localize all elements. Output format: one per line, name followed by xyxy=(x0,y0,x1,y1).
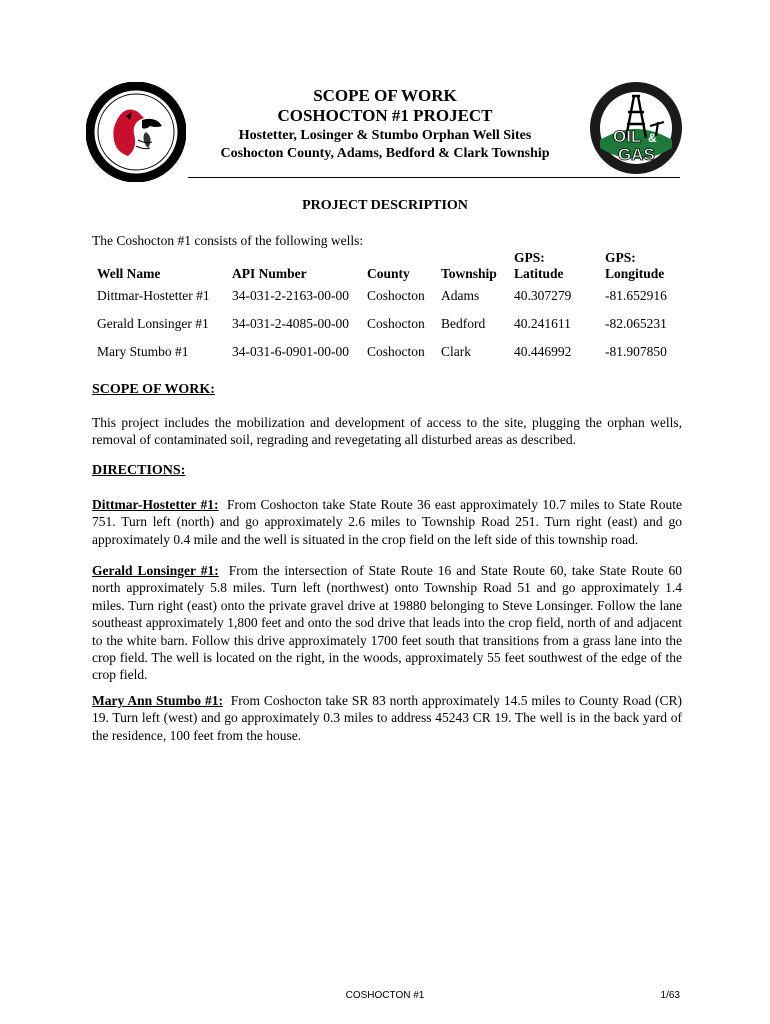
document-title: SCOPE OF WORK xyxy=(313,86,457,105)
col-county: County xyxy=(367,266,410,281)
cell-latitude: 40.446992 xyxy=(514,344,572,359)
cell-county: Coshocton xyxy=(367,344,425,359)
directions-text: From Coshocton take SR 83 north approximately 14.5 miles to County Road (CR) 19. Turn left (west) and go approximately 0.3 miles to address 45243 CR 19. The well is in the back yard of the residence, 100 feet from the house. xyxy=(92,693,682,743)
wells-intro: The Coshocton #1 consists of the following wells: xyxy=(92,233,364,248)
cell-township: Adams xyxy=(441,288,480,303)
page-number: 1/63 xyxy=(660,990,680,1001)
cell-api-number: 34-031-6-0901-00-00 xyxy=(232,344,349,359)
table-row xyxy=(92,310,695,338)
directions-heading: DIRECTIONS: xyxy=(92,463,186,478)
cell-county: Coshocton xyxy=(367,316,425,331)
col-api-number: API Number xyxy=(232,266,307,281)
cell-township: Clark xyxy=(441,344,471,359)
directions-well-label: Dittmar-Hostetter #1: xyxy=(92,497,219,512)
scope-of-work-text: This project includes the mobilization and development of access to the site, plugging the orphan wells, removal of contaminated soil, regrading and revegetating all disturbed areas as described. xyxy=(92,415,682,448)
cell-longitude: -82.065231 xyxy=(605,316,667,331)
cell-api-number: 34-031-2-2163-00-00 xyxy=(232,288,349,303)
header-rule xyxy=(188,177,680,178)
table-header-row xyxy=(92,250,695,282)
subtitle-sites: Hostetter, Losinger & Stumbo Orphan Well Sites xyxy=(238,128,532,143)
svg-text:&: & xyxy=(648,131,657,145)
svg-text:GAS: GAS xyxy=(618,145,655,164)
col-gps-latitude: GPS: Latitude xyxy=(514,250,564,281)
cell-well-name: Mary Stumbo #1 xyxy=(97,344,189,359)
cell-latitude: 40.307279 xyxy=(514,288,572,303)
cell-well-name: Dittmar-Hostetter #1 xyxy=(97,288,210,303)
col-township: Township xyxy=(441,266,497,281)
subtitle-location: Coshocton County, Adams, Bedford & Clark Township xyxy=(220,146,550,161)
cell-longitude: -81.907850 xyxy=(605,344,667,359)
directions-well-label: Mary Ann Stumbo #1: xyxy=(92,693,223,708)
col-well-name: Well Name xyxy=(97,266,161,281)
cell-township: Bedford xyxy=(441,316,486,331)
svg-text:OIL: OIL xyxy=(613,127,642,146)
oil-gas-logo xyxy=(588,78,684,178)
cell-well-name: Gerald Lonsinger #1 xyxy=(97,316,209,331)
directions-item xyxy=(92,562,682,684)
directions-text: From the intersection of State Route 16 and State Route 60, take State Route 60 north approximately 5.8 miles. Turn left (northwest) onto Township Road 51 and go approximately 1.4 miles. Turn right (east) onto the private gravel drive at 19880 belonging to Steve Lonsinger. Follow the lane southeast approximately 1,800 feet and onto the sod drive that leads into the crop field, north of and adjacent to the white barn. Follow this drive approximately 1700 feet south that transitions from a grass lane into the crop field. The well is located on the right, in the woods, approximately 55 feet southwest of the edge of the crop field. xyxy=(92,563,683,683)
directions-item xyxy=(92,496,682,548)
project-title: COSHOCTON #1 PROJECT xyxy=(277,106,493,125)
project-description-heading: PROJECT DESCRIPTION xyxy=(302,198,468,213)
table-row xyxy=(92,282,695,310)
directions-text: From Coshocton take State Route 36 east approximately 10.7 miles to State Route 751. Turn left (north) and go approximately 2.6 miles to Township Road 251. Turn right (east) and go approximately 0.4 mile and the well is situated in the crop field on the left side of this township road. xyxy=(92,497,682,547)
cell-api-number: 34-031-2-4085-00-00 xyxy=(232,316,349,331)
wells-table xyxy=(92,250,695,366)
cell-county: Coshocton xyxy=(367,288,425,303)
directions-item xyxy=(92,692,682,744)
scope-of-work-heading: SCOPE OF WORK: xyxy=(92,382,215,397)
directions-well-label: Gerald Lonsinger #1: xyxy=(92,563,219,578)
cell-latitude: 40.241611 xyxy=(514,316,571,331)
footer-project-name: COSHOCTON #1 xyxy=(345,990,425,1001)
col-gps-longitude: GPS: Longitude xyxy=(605,250,665,281)
table-row xyxy=(92,338,695,366)
cell-longitude: -81.652916 xyxy=(605,288,667,303)
